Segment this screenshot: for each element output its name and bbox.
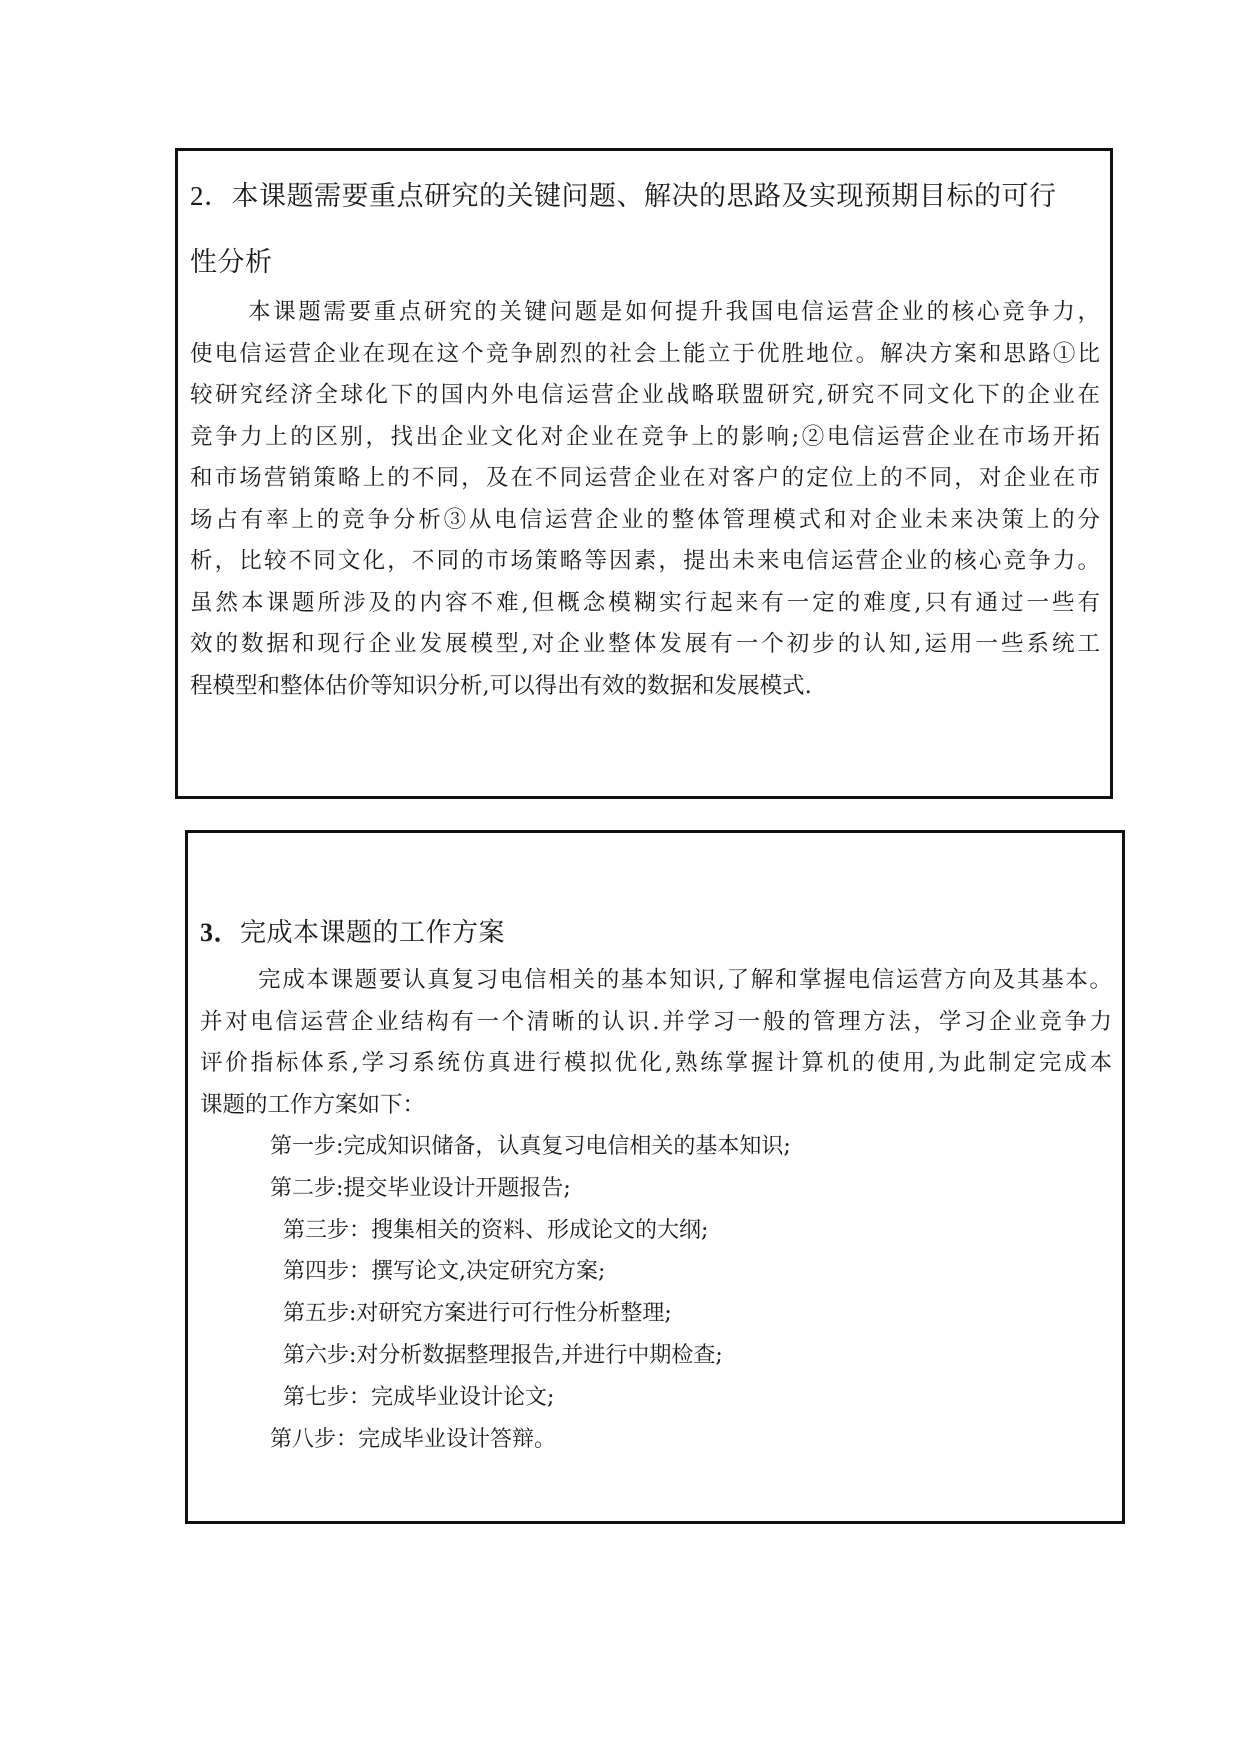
work-plan-step: 第六步:对分析数据整理报告,并进行中期检查; — [283, 1342, 723, 1368]
work-plan-steps — [200, 1126, 1112, 1460]
section-2-body — [190, 292, 1100, 707]
section-2-line: 程模型和整体估价等知识分析,可以得出有效的数据和发展模式. — [190, 672, 812, 699]
section-2-heading-line2: 性分析 — [190, 247, 273, 278]
section-3-box — [185, 830, 1125, 1524]
work-plan-step: 第五步:对研究方案进行可行性分析整理; — [283, 1301, 672, 1327]
section-2-line: 效的数据和现行企业发展模型,对企业整体发展有一个初步的认知,运用一些系统工 — [190, 631, 1100, 657]
work-plan-step: 第一步:完成知识储备，认真复习电信相关的基本知识; — [270, 1134, 791, 1159]
section-3-line: 评价指标体系,学习系统仿真进行模拟优化,熟练掌握计算机的使用,为此制定完成本 — [200, 1050, 1112, 1076]
section-2-line: 场占有率上的竞争分析③从电信运营企业的整体管理模式和对企业未来决策上的分 — [190, 506, 1100, 533]
section-2-line: 竞争力上的区别，找出企业文化对企业在竞争上的影响;②电信运营企业在市场开拓 — [190, 423, 1100, 450]
section-3-heading-text: 完成本课题的工作方案 — [240, 918, 506, 948]
work-plan-step: 第四步：撰写论文,决定研究方案; — [283, 1259, 606, 1285]
section-2-heading-continued — [190, 230, 1100, 296]
section-2-number: 2． — [190, 181, 232, 211]
work-plan-step: 第三步：搜集相关的资料、形成论文的大纲; — [283, 1217, 709, 1243]
section-2-line: 和市场营销策略上的不同，及在不同运营企业在对客户的定位上的不同，对企业在市 — [190, 465, 1100, 491]
section-3-body — [200, 960, 1112, 1126]
section-3-line: 课题的工作方案如下： — [200, 1091, 426, 1118]
section-3-line: 完成本课题要认真复习电信相关的基本知识,了解和掌握电信运营方向及其基本。 — [258, 967, 1112, 993]
work-plan-step: 第八步：完成毕业设计答辩。 — [270, 1426, 557, 1452]
section-2-box — [175, 148, 1113, 799]
section-2-line: 使电信运营企业在现在这个竞争剧烈的社会上能立于优胜地位。解决方案和思路①比 — [190, 340, 1100, 367]
section-2-line: 析，比较不同文化，不同的市场策略等因素，提出未来电信运营企业的核心竞争力。 — [190, 548, 1100, 574]
work-plan-step: 第二步:提交毕业设计开题报告; — [270, 1175, 571, 1201]
section-2-heading — [190, 163, 1100, 230]
section-2-line: 本课题需要重点研究的关键问题是如何提升我国电信运营企业的核心竞争力， — [248, 299, 1100, 325]
section-2-heading-line1: 本课题需要重点研究的关键问题、解决的思路及实现预期目标的可行 — [231, 181, 1057, 212]
section-3-number: 3． — [200, 918, 241, 947]
section-3-heading — [200, 900, 1112, 966]
section-2-line: 较研究经济全球化下的国内外电信运营企业战略联盟研究,研究不同文化下的企业在 — [190, 382, 1100, 408]
section-2-line: 虽然本课题所涉及的内容不难,但概念模糊实行起来有一定的难度,只有通过一些有 — [190, 589, 1100, 616]
work-plan-step: 第七步：完成毕业设计论文; — [283, 1384, 555, 1410]
section-3-line: 并对电信运营企业结构有一个清晰的认识.并学习一般的管理方法，学习企业竞争力 — [200, 1008, 1112, 1035]
